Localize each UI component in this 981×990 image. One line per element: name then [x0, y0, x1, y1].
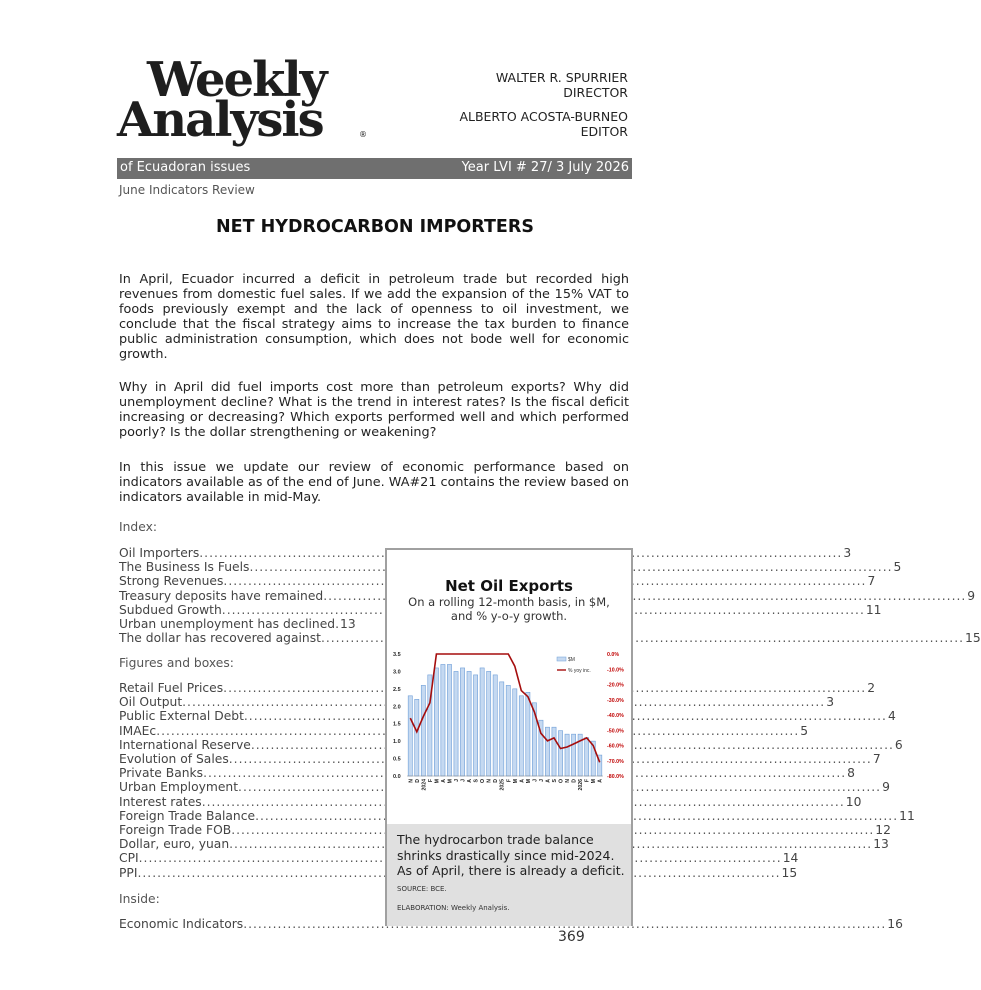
figure-caption: The hydrocarbon trade balance shrinks drastically since mid-2024. As of April, there is already a deficit.	[397, 832, 625, 878]
left-axis-tick-label: 3.0	[393, 669, 401, 676]
left-axis-tick-label: 0.5	[393, 756, 401, 763]
right-axis-tick-label: -10.0%	[607, 667, 624, 674]
page-number: 369	[558, 929, 585, 945]
toc-entry-page: 15	[781, 865, 798, 880]
toc-entry-page: 3	[843, 546, 852, 560]
toc-entry	[119, 794, 862, 809]
category-label: S	[473, 779, 480, 783]
category-label: 2025	[499, 779, 506, 791]
logo-line-analysis: Analysis	[117, 92, 323, 148]
toc-entry-page: 11	[899, 808, 915, 823]
bar	[415, 699, 419, 776]
toc-entry-label: Urban unemployment has declined.	[119, 617, 340, 632]
director-name: WALTER R. SPURRIER	[495, 70, 628, 85]
toc-entry-page: 5	[800, 723, 809, 738]
toc-entry-page: 5	[893, 560, 902, 575]
bar	[493, 675, 497, 776]
bar	[447, 664, 451, 776]
category-label: F	[506, 779, 513, 783]
toc-entry-label: Foreign Trade FOB	[119, 823, 232, 838]
figure-source: SOURCE: BCE.	[397, 885, 447, 893]
category-label: A	[519, 779, 526, 783]
net-oil-exports-box	[385, 548, 633, 926]
net-oil-exports-chart	[387, 646, 631, 824]
editor-title: EDITOR	[580, 123, 628, 139]
toc-entry	[119, 823, 891, 838]
category-label: F	[427, 779, 434, 783]
toc-entry-page: 10	[845, 794, 862, 809]
toc-entry-page: 12	[875, 823, 891, 838]
toc-entry-page: 14	[782, 851, 799, 866]
bar	[487, 671, 491, 776]
category-label: 2026	[578, 779, 585, 791]
toc-entry-label: Dollar, euro, yuan	[119, 837, 230, 852]
category-label: M	[512, 779, 519, 784]
toc-entry-page: 2	[867, 681, 876, 695]
inside-heading: Inside:	[119, 892, 160, 906]
toc-entry-page: 15	[965, 631, 981, 646]
bar	[506, 685, 510, 776]
figure-caption-panel	[387, 824, 631, 926]
category-label: M	[525, 779, 532, 784]
left-axis-tick-label: 1.5	[393, 721, 401, 728]
toc-entry	[119, 837, 889, 852]
right-axis-tick-label: -50.0%	[607, 728, 624, 735]
category-label: M	[591, 779, 598, 784]
toc-entry-page: 6	[894, 737, 903, 752]
right-axis-tick-label: -70.0%	[607, 758, 624, 765]
bar	[467, 671, 471, 776]
toc-entry-page: 16	[887, 917, 903, 931]
article-paragraph: Why in April did fuel imports cost more than petroleum exports? Why did unemployment decline? What is the trend in interest rates? Is the fiscal deficit increasing or decreasing? Which exports performed well and which performed poorly? Is the dollar strengthening or weakening?	[119, 380, 629, 440]
bar	[545, 727, 549, 776]
category-label: O	[558, 779, 565, 784]
bar	[474, 675, 478, 776]
legend-bar-swatch	[557, 657, 566, 661]
category-label: 2024	[421, 779, 428, 791]
toc-entry-page: 7	[872, 752, 881, 767]
director-title: DIRECTOR	[563, 84, 628, 100]
bar	[434, 668, 438, 776]
inside-list	[119, 917, 903, 931]
toc-entry-label: International Reserve	[119, 737, 251, 752]
toc-entry-label: Public External Debt	[119, 709, 244, 724]
logo-line-weekly: Weekly	[147, 52, 326, 108]
right-axis-tick-label: -20.0%	[607, 682, 624, 689]
issue-date: Year LVI # 27/ 3 July 2026	[461, 160, 629, 175]
toc-entry	[119, 588, 976, 603]
category-label: O	[480, 779, 487, 784]
bar	[408, 696, 412, 776]
bar	[480, 668, 484, 776]
toc-entry	[119, 631, 981, 646]
bar	[519, 696, 523, 776]
bar	[441, 664, 445, 776]
registered-mark: ®	[359, 130, 367, 139]
toc-entry-page: 8	[847, 766, 855, 781]
toc-entry-page: 3	[826, 695, 835, 710]
bar	[565, 734, 569, 776]
bar	[513, 689, 517, 776]
toc-entry	[119, 617, 354, 631]
toc-entry-page: 4	[887, 709, 896, 724]
bar	[500, 682, 504, 776]
editor-name: ALBERTO ACOSTA-BURNEO	[459, 109, 628, 124]
bar	[585, 738, 589, 776]
category-label: F	[584, 779, 591, 783]
figure-elaboration: ELABORATION: Weekly Analysis.	[397, 904, 510, 912]
legend-bar-label: $M	[568, 657, 575, 663]
category-label: A	[545, 779, 552, 783]
bar	[454, 671, 458, 776]
figure-subtitle: On a rolling 12-month basis, in $M, and % y-o-y growth.	[408, 595, 610, 623]
index-heading: Index:	[119, 520, 157, 534]
section-subheading: June Indicators Review	[119, 183, 255, 197]
bar	[460, 668, 464, 776]
toc-entry-page: 7	[867, 574, 876, 589]
category-label: J	[460, 779, 467, 782]
toc-entry	[119, 917, 903, 931]
category-label: A	[467, 779, 474, 783]
toc-entry-label: Strong Revenues	[119, 574, 224, 589]
category-label: J	[454, 779, 460, 782]
toc-entry-page: 9	[882, 780, 890, 795]
legend-line-label: % yoy inc.	[568, 668, 591, 674]
right-axis-tick-label: -80.0%	[607, 774, 624, 780]
toc-entry-label: Oil Output	[119, 695, 183, 710]
toc-entry-label: IMAEc	[119, 723, 157, 738]
toc-entry-label: Retail Fuel Prices	[119, 681, 224, 695]
category-label: N	[565, 779, 572, 783]
figures-heading: Figures and boxes:	[119, 656, 234, 670]
category-label: N	[486, 779, 493, 783]
toc-entry-page: 13	[340, 617, 356, 632]
left-axis-tick-label: 3.5	[393, 652, 401, 658]
right-axis-tick-label: 0.0%	[607, 652, 620, 658]
article-title: NET HYDROCARBON IMPORTERS	[216, 217, 534, 237]
toc-entry-label: Interest rates	[119, 794, 202, 809]
category-label: J	[538, 779, 545, 782]
category-label: N	[408, 779, 415, 783]
left-axis-tick-label: 2.0	[393, 704, 401, 711]
category-label: D	[571, 779, 578, 783]
toc-entry-page: 13	[873, 837, 889, 852]
left-axis-tick-label: 1.0	[393, 739, 401, 746]
toc-entry-label: Economic Indicators	[119, 917, 244, 931]
toc-entry	[119, 865, 798, 880]
right-axis-tick-label: -60.0%	[607, 743, 624, 750]
category-label: J	[532, 779, 539, 782]
category-label: D	[414, 779, 421, 783]
left-axis-tick-label: 2.5	[393, 686, 401, 693]
toc-entry-label: The Business Is Fuels	[119, 560, 250, 575]
toc-entry-label: Private Banks	[119, 766, 204, 781]
toc-entry	[119, 851, 799, 866]
bar	[526, 692, 530, 776]
band-tagline: of Ecuadoran issues	[120, 160, 251, 175]
left-axis-tick-label: 0.0	[393, 774, 401, 780]
article-paragraph: In April, Ecuador incurred a deficit in petroleum trade but recorded high revenues from domestic fuel sales. If we add the expansion of the 15% VAT to foods previously exempt and the lack of openness to oil investment, we conclude that the fiscal strategy aims to increase the tax burden to finance public administration consumption, which does not bode well for economic growth.	[119, 272, 629, 362]
right-axis-tick-label: -40.0%	[607, 713, 624, 719]
category-label: A	[440, 779, 447, 783]
toc-entry-label: PPI	[119, 865, 138, 880]
toc-entry	[119, 560, 902, 575]
toc-entry-page: 11	[865, 602, 882, 617]
bar	[572, 734, 576, 776]
category-label: S	[552, 779, 558, 783]
category-label: M	[434, 779, 441, 784]
issue-band	[117, 158, 632, 179]
bar	[558, 731, 562, 776]
toc-entry-label: Oil Importers	[119, 546, 200, 560]
category-label: D	[493, 779, 500, 783]
toc-entry-page: 9	[967, 588, 976, 603]
right-axis-tick-label: -30.0%	[607, 697, 624, 704]
toc-entry-label: Evolution of Sales	[119, 752, 229, 767]
bar	[421, 685, 425, 776]
toc-entry-label: CPI	[119, 851, 139, 866]
toc-entry-label: Foreign Trade Balance	[119, 808, 256, 823]
weekly-analysis-logo	[117, 54, 367, 150]
toc-entry-label: Urban Employment	[119, 780, 239, 795]
category-label: M	[447, 779, 454, 784]
staff-credits	[459, 71, 628, 139]
bar	[552, 727, 556, 776]
toc-entry-label: The dollar has recovered against	[119, 631, 321, 646]
category-label: A	[597, 779, 604, 783]
toc-entry	[119, 546, 852, 560]
figure-title: Net Oil Exports	[445, 577, 573, 595]
toc-entry-label: Treasury deposits have remained	[119, 588, 324, 603]
toc-entry-label: Subdued Growth	[119, 602, 222, 617]
article-paragraph: In this issue we update our review of economic performance based on indicators available as of the end of June. WA#21 contains the review based on indicators available in mid-May.	[119, 460, 629, 505]
toc-entry	[119, 808, 915, 823]
